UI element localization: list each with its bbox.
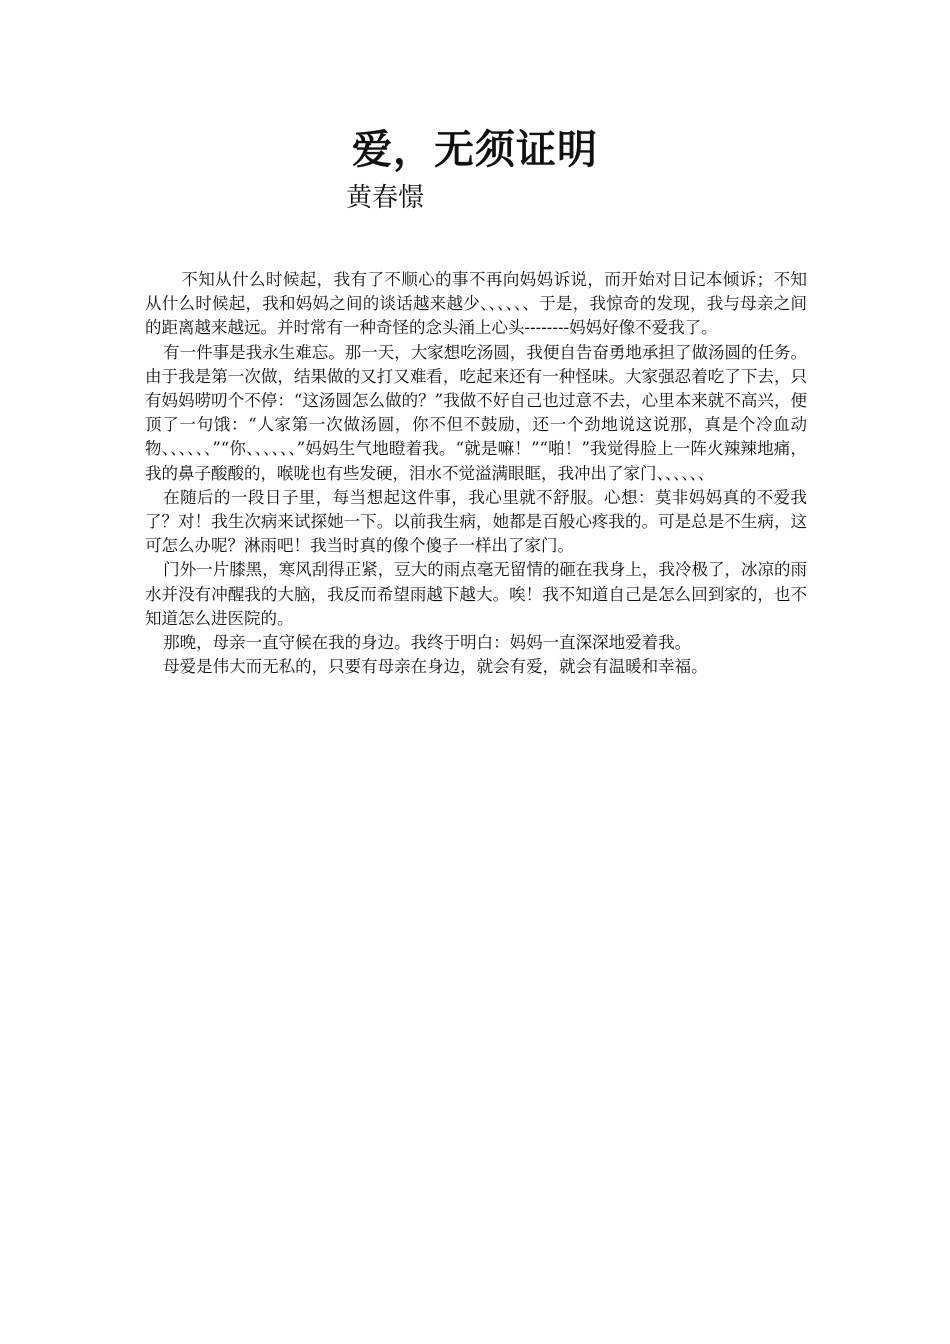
- essay-body: [145, 268, 807, 679]
- document-title: 爱，无须证明: [352, 127, 598, 173]
- paragraph-1: 不知从什么时候起，我有了不顺心的事不再向妈妈诉说，而开始对日记本倾诉；不知从什么时候起，我和妈妈之间的谈话越来越少、、、、、、于是，我惊奇的发现，我与母亲之间的距离越来越远。并时常有一种奇怪的念头涌上心头--------妈妈好像不爱我了。: [145, 270, 807, 338]
- author-name: 黄春憬: [346, 183, 425, 213]
- paragraph-5: 那晚，母亲一直守候在我的身边。我终于明白：妈妈一直深深地爱着我。: [163, 633, 692, 653]
- paragraph-2: 有一件事是我永生难忘。那一天，大家想吃汤圆，我便自告奋勇地承担了做汤圆的任务。由于我是第一次做，结果做的又打又难看，吃起来还有一种怪味。大家强忍着吃了下去，只有妈妈唠叨个不停：“这汤圆怎么做的？”我做不好自己也过意不去，心里本来就不高兴，便顶了一句饿：“人家第一次做汤圆，你不但不鼓励，还一个劲地说这说那，真是个冷血动物、、、、、、”“你、、、、、、”妈妈生气地瞪着我。“就是嘛！”“啪！”我觉得脸上一阵火辣辣地痛，我的鼻子酸酸的，喉咙也有些发硬，泪水不觉溢满眼眶，我冲出了家门、、、、、、: [145, 342, 807, 483]
- paragraph-4: 门外一片膝黑，寒风刮得正紧，豆大的雨点毫无留情的砸在我身上，我冷极了，冰凉的雨水并没有冲醒我的大脑，我反而希望雨越下越大。唉！我不知道自己是怎么回到家的，也不知道怎么进医院的。: [145, 560, 807, 628]
- paragraph-3: 在随后的一段日子里，每当想起这件事，我心里就不舒服。心想：莫非妈妈真的不爱我了？对！我生次病来试探她一下。以前我生病，她都是百般心疼我的。可是总是不生病，这可怎么办呢？淋雨吧！我当时真的像个傻子一样出了家门。: [145, 487, 807, 556]
- paragraph-6: 母爱是伟大而无私的，只要有母亲在身边，就会有爱，就会有温暖和幸福。: [163, 657, 708, 677]
